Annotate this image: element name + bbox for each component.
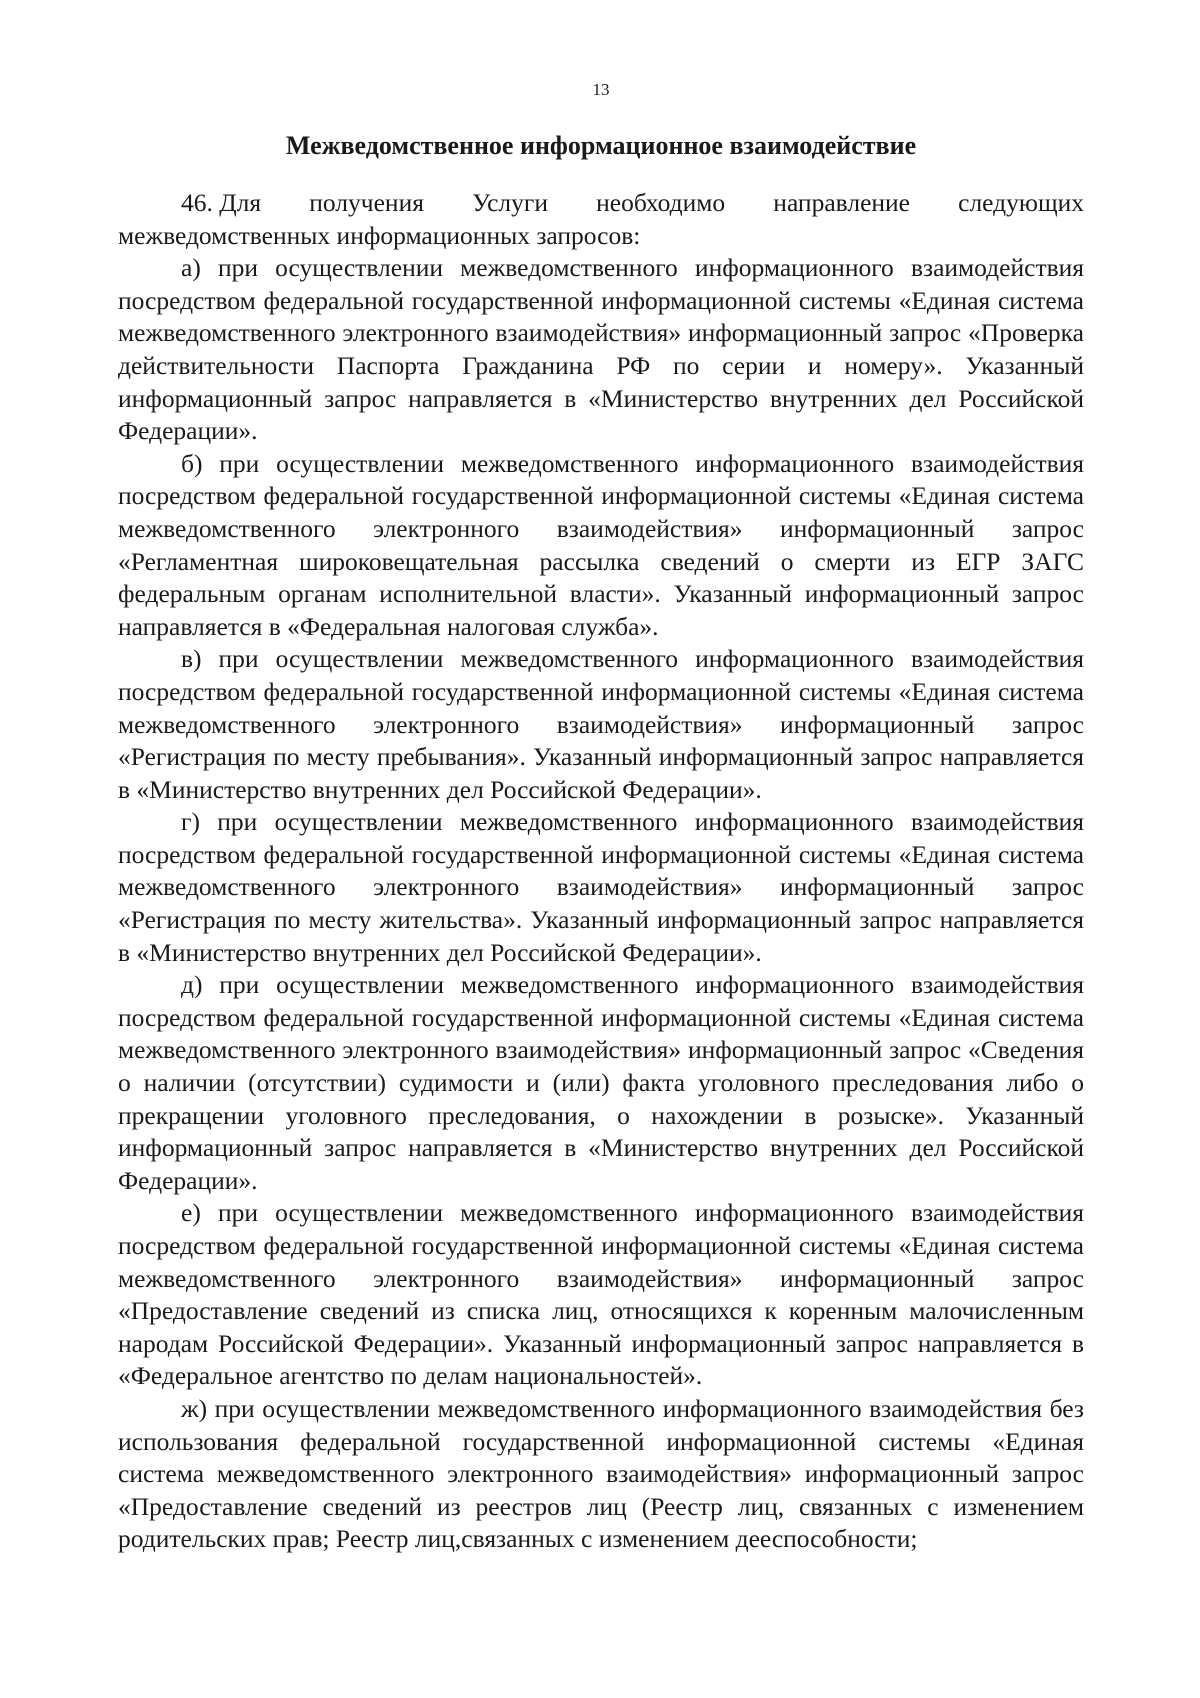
paragraph-item-a: а) при осуществлении межведомственного информационного взаимодействия посредством федеральной государственной информационной системы «Единая система межведомственного электронного взаимодействия» информационный запрос «Проверка действительности Паспорта Гражданина РФ по серии и номеру». Указанный информационный запрос направляется в «Министерство внутренних дел Российской Федерации». (118, 253, 1084, 446)
document-page (118, 0, 1084, 1698)
paragraph-item-g: г) при осуществлении межведомственного информационного взаимодействия посредством федеральной государственной информационной системы «Единая система межведомственного электронного взаимодействия» информационный запрос «Регистрация по месту жительства». Указанный информационный запрос направляется в «Министерство внутренних дел Российской Федерации». (118, 807, 1084, 967)
page-number: 13 (592, 80, 610, 99)
intro-word: следующих (958, 188, 1084, 217)
paragraph-item-zh: ж) при осуществлении межведомственного информационного взаимодействия без использования федеральной государственной информационной системы «Единая система межведомственного электронного взаимодействия» информационный запрос «Предоставление сведений из реестров лиц (Реестр лиц, связанных с изменением родительских прав; Реестр лиц,связанных с изменением дееспособности; (118, 1393, 1084, 1554)
document-body (118, 187, 1084, 1556)
intro-word: направление (773, 188, 910, 217)
intro-continuation: межведомственных информационных запросов: (118, 220, 641, 250)
intro-word: необходимо (596, 188, 726, 217)
intro-first-line (118, 187, 1084, 220)
paragraph-item-b: б) при осуществлении межведомственного информационного взаимодействия посредством федеральной государственной информационной системы «Единая система межведомственного электронного взаимодействия» информационный запрос «Регламентная широковещательная рассылка сведений о смерти из ЕГР ЗАГС федеральным органам исполнительной власти». Указанный информационный запрос направляется в «Федеральная налоговая служба». (118, 448, 1084, 641)
intro-word: Услуги (472, 188, 548, 217)
paragraph-46-intro (118, 187, 1084, 252)
paragraph-item-e: е) при осуществлении межведомственного информационного взаимодействия посредством федеральной государственной информационной системы «Единая система межведомственного электронного взаимодействия» информационный запрос «Предоставление сведений из списка лиц, относящихся к коренным малочисленным народам Российской Федерации». Указанный информационный запрос направляется в «Федеральное агентство по делам национальностей». (118, 1198, 1084, 1391)
intro-word: 46. Для (181, 188, 262, 217)
intro-word: получения (309, 188, 424, 217)
paragraph-item-v: в) при осуществлении межведомственного информационного взаимодействия посредством федеральной государственной информационной системы «Единая система межведомственного электронного взаимодействия» информационный запрос «Регистрация по месту пребывания». Указанный информационный запрос направляется в «Министерство внутренних дел Российской Федерации». (118, 644, 1084, 804)
paragraph-item-d: д) при осуществлении межведомственного информационного взаимодействия посредством федеральной государственной информационной системы «Единая система межведомственного электронного взаимодействия» информационный запрос «Сведения о наличии (отсутствии) судимости и (или) факта уголовного преследования либо о прекращении уголовного преследования, о нахождении в розыске». Указанный информационный запрос направляется в «Министерство внутренних дел Российской Федерации». (118, 970, 1084, 1195)
section-heading: Межведомственное информационное взаимодействие (285, 131, 917, 160)
